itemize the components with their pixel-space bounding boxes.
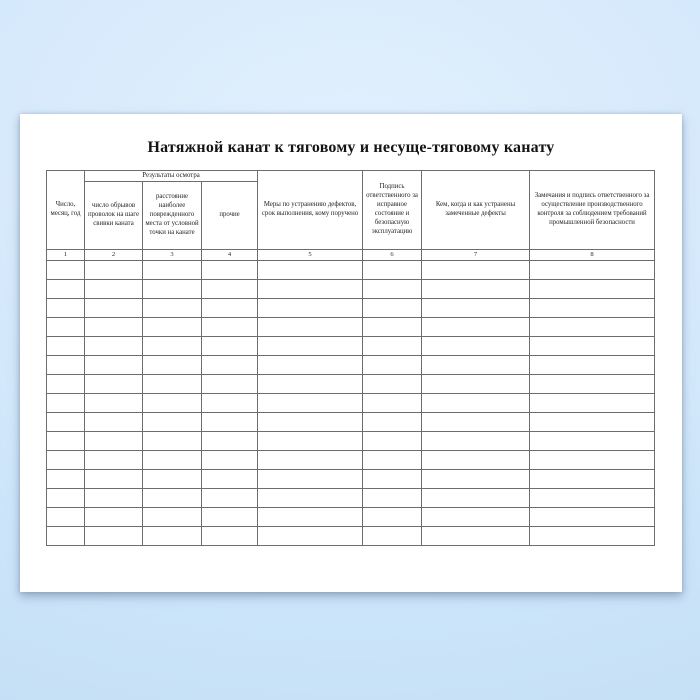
- blank-cell: [422, 299, 530, 318]
- blank-cell: [47, 413, 85, 432]
- blank-cell: [47, 375, 85, 394]
- blank-cell: [363, 318, 422, 337]
- table-row: [47, 451, 655, 470]
- blank-cell: [202, 432, 258, 451]
- col-header-other: прочие: [202, 182, 258, 250]
- document-sheet: [20, 114, 682, 592]
- blank-cell: [47, 508, 85, 527]
- table-row: [47, 280, 655, 299]
- blank-cell: [143, 299, 202, 318]
- blank-cell: [363, 375, 422, 394]
- blank-cell: [143, 432, 202, 451]
- column-number-cell: 6: [363, 250, 422, 261]
- table-row: [47, 375, 655, 394]
- blank-cell: [202, 489, 258, 508]
- blank-cell: [202, 413, 258, 432]
- blank-cell: [202, 394, 258, 413]
- table-row: [47, 527, 655, 546]
- blank-cell: [258, 299, 363, 318]
- blank-cell: [258, 356, 363, 375]
- blank-cell: [363, 299, 422, 318]
- blank-cell: [258, 261, 363, 280]
- blank-cell: [202, 299, 258, 318]
- blank-cell: [85, 280, 143, 299]
- blank-cell: [143, 356, 202, 375]
- blank-cell: [363, 451, 422, 470]
- blank-cell: [85, 451, 143, 470]
- blank-cell: [530, 470, 655, 489]
- blank-cell: [47, 451, 85, 470]
- blank-cell: [422, 489, 530, 508]
- blank-cell: [202, 337, 258, 356]
- blank-cell: [422, 470, 530, 489]
- blank-cell: [47, 470, 85, 489]
- blank-cell: [530, 261, 655, 280]
- blank-cell: [363, 527, 422, 546]
- blank-cell: [47, 527, 85, 546]
- blank-cell: [258, 413, 363, 432]
- col-header-measures: Меры по устранению дефектов, срок выполнения, кому поручено: [258, 171, 363, 250]
- blank-cell: [422, 337, 530, 356]
- column-number-row: [47, 250, 655, 261]
- blank-cell: [143, 451, 202, 470]
- blank-cell: [530, 451, 655, 470]
- table-row: [47, 299, 655, 318]
- blank-cell: [143, 394, 202, 413]
- blank-cell: [202, 527, 258, 546]
- blank-cell: [202, 508, 258, 527]
- blank-cell: [363, 413, 422, 432]
- blank-cell: [85, 261, 143, 280]
- blank-cell: [143, 375, 202, 394]
- column-number-cell: 7: [422, 250, 530, 261]
- blank-cell: [258, 375, 363, 394]
- blank-cell: [258, 394, 363, 413]
- blank-cell: [85, 356, 143, 375]
- col-group-inspection-results: Результаты осмотра: [85, 171, 258, 182]
- blank-cell: [363, 394, 422, 413]
- blank-cell: [202, 318, 258, 337]
- blank-cell: [422, 261, 530, 280]
- blank-cell: [422, 413, 530, 432]
- column-number-cell: 5: [258, 250, 363, 261]
- table-body: [47, 261, 655, 546]
- header-group-row: [47, 171, 655, 182]
- blank-cell: [47, 356, 85, 375]
- blank-cell: [530, 527, 655, 546]
- blank-cell: [422, 356, 530, 375]
- blank-cell: [530, 489, 655, 508]
- blank-cell: [47, 280, 85, 299]
- blank-cell: [47, 432, 85, 451]
- col-header-defects-eliminated: Кем, когда и как устранены замеченные дефекты: [422, 171, 530, 250]
- table-row: [47, 261, 655, 280]
- blank-cell: [85, 318, 143, 337]
- blank-cell: [85, 413, 143, 432]
- col-header-control-remarks: Замечания и подпись ответственного за осуществление производственного контроля за соблюдением требований промышленной безопасности: [530, 171, 655, 250]
- table-row: [47, 508, 655, 527]
- table-row: [47, 337, 655, 356]
- blank-cell: [363, 280, 422, 299]
- blank-cell: [202, 451, 258, 470]
- blank-cell: [258, 432, 363, 451]
- blank-cell: [363, 261, 422, 280]
- blank-cell: [530, 299, 655, 318]
- blank-cell: [422, 394, 530, 413]
- table-row: [47, 394, 655, 413]
- blank-cell: [530, 356, 655, 375]
- blank-cell: [143, 280, 202, 299]
- blank-cell: [258, 337, 363, 356]
- table-row: [47, 432, 655, 451]
- blank-cell: [530, 318, 655, 337]
- blank-cell: [363, 508, 422, 527]
- blank-cell: [47, 318, 85, 337]
- blank-cell: [258, 527, 363, 546]
- blank-cell: [85, 527, 143, 546]
- col-header-responsible-signature: Подпись ответственного за исправное состояние и безопасную эксплуатацию: [363, 171, 422, 250]
- blank-cell: [422, 527, 530, 546]
- blank-cell: [143, 413, 202, 432]
- blank-cell: [258, 508, 363, 527]
- blank-cell: [85, 489, 143, 508]
- blank-cell: [202, 356, 258, 375]
- column-number-cell: 2: [85, 250, 143, 261]
- blank-cell: [363, 489, 422, 508]
- blank-cell: [85, 432, 143, 451]
- column-number-cell: 1: [47, 250, 85, 261]
- blank-cell: [202, 261, 258, 280]
- blank-cell: [85, 470, 143, 489]
- blank-cell: [47, 261, 85, 280]
- blank-cell: [363, 337, 422, 356]
- blank-cell: [422, 508, 530, 527]
- inspection-journal-table: [46, 170, 655, 546]
- blank-cell: [422, 375, 530, 394]
- blank-cell: [47, 299, 85, 318]
- table-row: [47, 470, 655, 489]
- blank-cell: [258, 451, 363, 470]
- table-row: [47, 489, 655, 508]
- blank-cell: [363, 356, 422, 375]
- blank-cell: [85, 299, 143, 318]
- blank-cell: [143, 261, 202, 280]
- blank-cell: [85, 337, 143, 356]
- blank-cell: [422, 318, 530, 337]
- blank-cell: [143, 489, 202, 508]
- col-header-damage-distance: расстояние наиболее поврежденного места от условной точки на канате: [143, 182, 202, 250]
- blank-cell: [143, 318, 202, 337]
- column-number-cell: 4: [202, 250, 258, 261]
- blank-cell: [530, 432, 655, 451]
- table-row: [47, 318, 655, 337]
- blank-cell: [143, 527, 202, 546]
- blank-cell: [143, 470, 202, 489]
- blank-cell: [530, 280, 655, 299]
- blank-cell: [85, 508, 143, 527]
- blank-cell: [202, 280, 258, 299]
- blank-cell: [47, 337, 85, 356]
- blank-cell: [530, 413, 655, 432]
- blank-cell: [530, 337, 655, 356]
- blank-cell: [85, 394, 143, 413]
- table-row: [47, 356, 655, 375]
- document-title: Натяжной канат к тяговому и несуще-тяговому канату: [147, 139, 555, 156]
- blank-cell: [202, 470, 258, 489]
- blank-cell: [258, 470, 363, 489]
- blank-cell: [363, 432, 422, 451]
- col-header-date: Число, месяц, год: [47, 171, 85, 250]
- blank-cell: [258, 280, 363, 299]
- blank-cell: [85, 375, 143, 394]
- blank-cell: [530, 375, 655, 394]
- blank-cell: [422, 280, 530, 299]
- blank-cell: [258, 318, 363, 337]
- col-header-wire-breaks: число обрывов проволок на шаге свивки каната: [85, 182, 143, 250]
- blank-cell: [47, 489, 85, 508]
- table-row: [47, 413, 655, 432]
- blank-cell: [363, 470, 422, 489]
- table-header: [47, 171, 655, 261]
- blank-cell: [47, 394, 85, 413]
- blank-cell: [530, 508, 655, 527]
- blank-cell: [202, 375, 258, 394]
- column-number-cell: 3: [143, 250, 202, 261]
- blank-cell: [143, 337, 202, 356]
- blank-cell: [143, 508, 202, 527]
- blank-cell: [258, 489, 363, 508]
- column-number-cell: 8: [530, 250, 655, 261]
- blank-cell: [530, 394, 655, 413]
- blank-cell: [422, 432, 530, 451]
- blank-cell: [422, 451, 530, 470]
